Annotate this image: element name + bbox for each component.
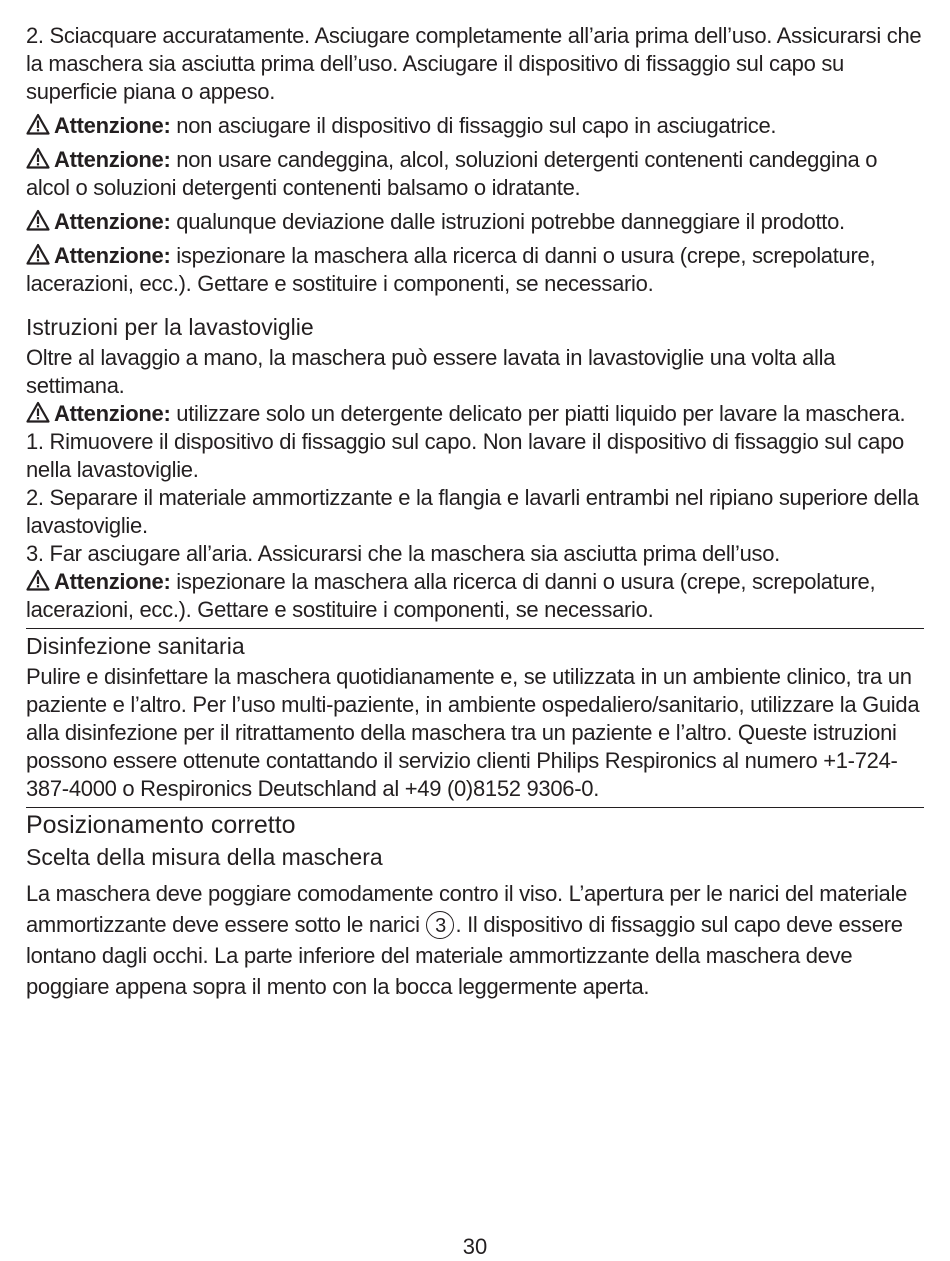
warning-text: non usare candeggina, alcol, soluzioni detergenti contenenti candeggina o alcol o soluzioni detergenti contenenti balsamo o idratante. <box>26 147 878 200</box>
dishwasher-step-3: 3. Far asciugare all’aria. Assicurarsi che la maschera sia asciutta prima dell’uso. <box>26 541 780 566</box>
figure-reference-badge: 3 <box>426 911 454 939</box>
section-divider <box>26 807 924 808</box>
warning-paragraph <box>26 242 924 298</box>
warning-text: ispezionare la maschera alla ricerca di danni o usura (crepe, screpolature, lacerazioni, ecc.). Gettare e sostituire i componenti, se necessario. <box>26 243 876 296</box>
page-number: 30 <box>462 1234 488 1259</box>
warning-text: non asciugare il dispositivo di fissaggio sul capo in asciugatrice. <box>176 113 777 138</box>
positioning-text-after: . Il dispositivo di fissaggio sul capo deve essere lontano dagli occhi. La parte inferiore del materiale ammortizzante della maschera deve poggiare appena sopra il mento con la bocca leggermente aperta. <box>26 912 903 999</box>
warning-label: Attenzione: <box>54 209 171 234</box>
warning-text: ispezionare la maschera alla ricerca di danni o usura (crepe, screpolature, lacerazioni, ecc.). Gettare e sostituire i componenti, se necessario. <box>26 569 876 622</box>
warning-triangle-icon <box>26 243 50 265</box>
warning-paragraph <box>26 568 924 624</box>
warning-paragraph <box>26 208 924 236</box>
disinfection-heading: Disinfezione sanitaria <box>26 633 245 659</box>
dishwasher-intro: Oltre al lavaggio a mano, la maschera può essere lavata in lavastoviglie una volta alla settimana. <box>26 345 836 398</box>
warning-text: utilizzare solo un detergente delicato per piatti liquido per lavare la maschera. <box>176 401 906 426</box>
positioning-heading: Posizionamento corretto <box>26 811 296 839</box>
warning-triangle-icon <box>26 401 50 423</box>
warning-text: qualunque deviazione dalle istruzioni potrebbe danneggiare il prodotto. <box>176 209 845 234</box>
positioning-body <box>26 878 924 1002</box>
warning-triangle-icon <box>26 209 50 231</box>
dishwasher-step-1: 1. Rimuovere il dispositivo di fissaggio sul capo. Non lavare il dispositivo di fissaggio sul capo nella lavastoviglie. <box>26 429 904 482</box>
dishwasher-heading: Istruzioni per la lavastoviglie <box>26 314 314 340</box>
warning-label: Attenzione: <box>54 243 171 268</box>
warning-paragraph <box>26 400 924 428</box>
warning-label: Attenzione: <box>54 569 171 594</box>
warning-triangle-icon <box>26 113 50 135</box>
warning-triangle-icon <box>26 569 50 591</box>
disinfection-body: Pulire e disinfettare la maschera quotidianamente e, se utilizzata in un ambiente clinico, tra un paziente e l’altro. Per l’uso multi-paziente, in ambiente ospedaliero/sanitario, utilizzare la Guida alla disinfezione per il ritrattamento della maschera tra un paziente e l’altro. Queste istruzioni possono essere ottenute contattando il servizio clienti Philips Respironics al numero +1-724-387-4000 o Respironics Deutschland al +49 (0)8152 9306-0. <box>26 664 920 801</box>
positioning-text-before: La maschera deve poggiare comodamente contro il viso. L’apertura per le narici del materiale ammortizzante deve essere sotto le narici <box>26 881 908 937</box>
mask-size-subheading: Scelta della misura della maschera <box>26 844 383 870</box>
dishwasher-step-2: 2. Separare il materiale ammortizzante e la flangia e lavarli entrambi nel ripiano superiore della lavastoviglie. <box>26 485 919 538</box>
warning-label: Attenzione: <box>54 113 171 138</box>
warning-label: Attenzione: <box>54 147 171 172</box>
section-divider <box>26 628 924 629</box>
cleaning-step-2: 2. Sciacquare accuratamente. Asciugare completamente all’aria prima dell’uso. Assicurarsi che la maschera sia asciutta prima dell’uso. Asciugare il dispositivo di fissaggio sul capo su superficie piana o appeso. <box>26 23 922 104</box>
warning-label: Attenzione: <box>54 401 171 426</box>
warning-paragraph <box>26 146 924 202</box>
warning-triangle-icon <box>26 147 50 169</box>
warning-paragraph <box>26 112 924 140</box>
